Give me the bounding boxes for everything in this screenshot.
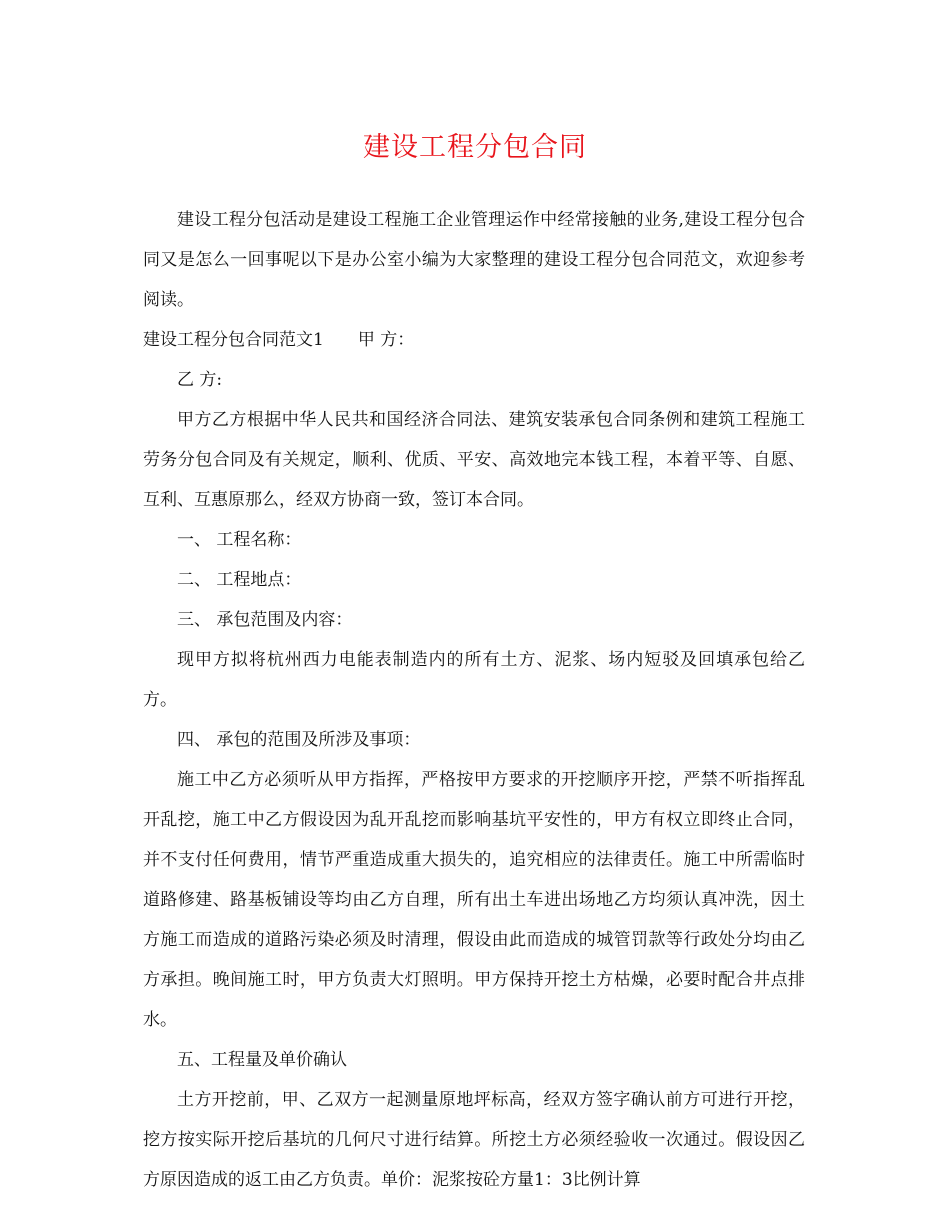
item-4-paragraph: 施工中乙方必须听从甲方指挥，严格按甲方要求的开挖顺序开挖，严禁不听指挥乱开乱挖，施工中乙方假设因为乱开乱挖而影响基坑平安性的，甲方有权立即终止合同，并不支付任何费用，情节严重造成重大损失的，追究相应的法律责任。施工中所需临时道路修建、路基板铺设等均由乙方自理，所有出土车进出场地乙方均须认真冲洗，因土方施工而造成的道路污染必须及时清理，假设由此而造成的城管罚款等行政处分均由乙方承担。晚间施工时，甲方负责大灯照明。甲方保持开挖土方枯燥，必要时配合井点排水。: [143, 770, 805, 1030]
party-b-label: 乙 方:: [177, 370, 223, 390]
sample-heading: 建设工程分包合同范文1: [143, 330, 324, 350]
item-3-paragraph: 现甲方拟将杭州西力电能表制造内的所有土方、泥浆、场内短驳及回填承包给乙方。: [143, 650, 805, 710]
item-5-paragraph: 土方开挖前，甲、乙双方一起测量原地坪标高，经双方签字确认前方可进行开挖，挖方按实际开挖后基坑的几何尺寸进行结算。所挖土方必须经验收一次通过。假设因乙方原因造成的返工由乙方负责。单价：泥浆按砼方量1：3比例计算: [143, 1090, 805, 1190]
intro-paragraph: 建设工程分包活动是建设工程施工企业管理运作中经常接触的业务,建设工程分包合同又是怎么一回事呢以下是办公室小编为大家整理的建设工程分包合同范文，欢迎参考阅读。: [143, 210, 805, 310]
item-1-heading: 一、 工程名称：: [177, 530, 302, 550]
preamble-paragraph: 甲方乙方根据中华人民共和国经济合同法、建筑安装承包合同条例和建筑工程施工劳务分包合同及有关规定，顺利、优质、平安、高效地完本钱工程，本着平等、自愿、互利、互惠原那么，经双方协商一致，签订本合同。: [143, 410, 805, 510]
sample-heading-line: [143, 320, 805, 360]
item-3-heading: 三、 承包范围及内容：: [177, 610, 353, 630]
item-5-heading: 五、工程量及单价确认: [177, 1050, 347, 1070]
document-title: 建设工程分包合同: [363, 132, 587, 163]
party-a-label: 甲 方：: [357, 330, 415, 350]
item-4-heading: 四、 承包的范围及所涉及事项：: [177, 730, 421, 750]
document-body: [143, 200, 805, 1200]
item-2-heading: 二、 工程地点：: [177, 570, 302, 590]
